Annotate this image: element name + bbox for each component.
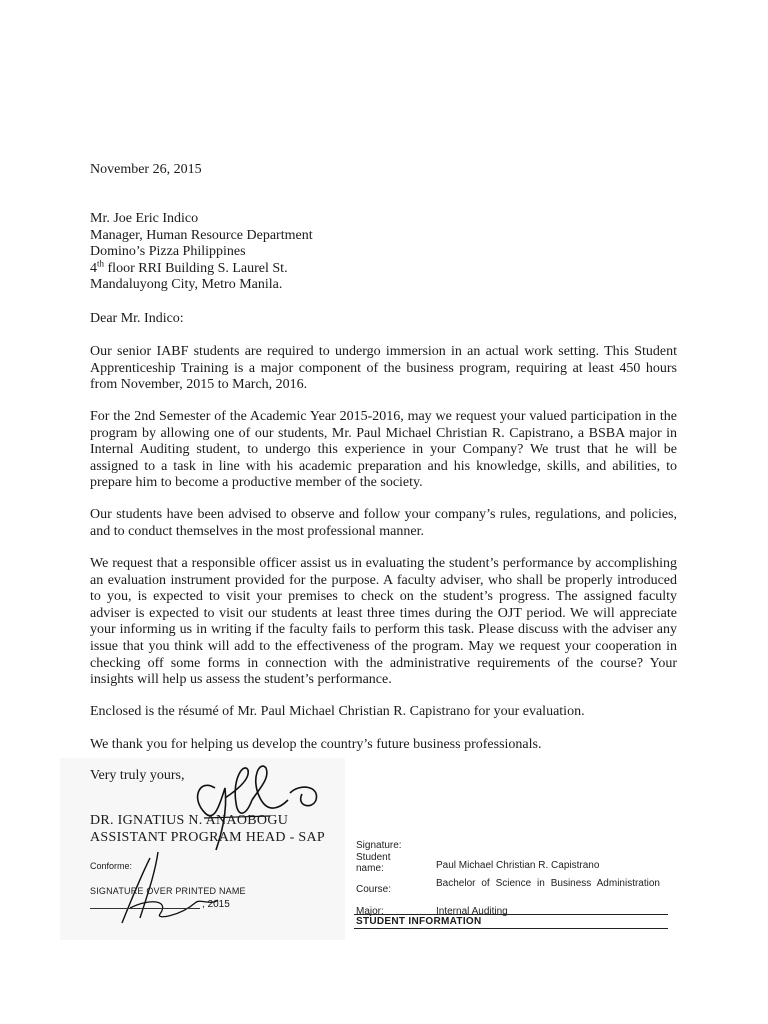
recipient-address	[90, 211, 313, 294]
signer-name: DR. IGNATIUS N. ANAOBOGU	[90, 813, 289, 828]
si-course-label: Course:	[356, 884, 392, 895]
student-info-header: STUDENT INFORMATION	[356, 916, 482, 927]
student-info-bottom-rule	[354, 928, 668, 929]
signature-block	[60, 758, 345, 940]
paragraph-3: Our students have been advised to observe and follow your company’s rules, regulations, and policies, and to conduct themselves in the most professional manner.	[90, 507, 677, 539]
closing: Very truly yours,	[90, 768, 185, 783]
letter-date: November 26, 2015	[90, 162, 202, 177]
si-major-label: Major:	[356, 906, 384, 917]
paragraph-1: Our senior IABF students are required to undergo immersion in an actual work setting. This Student Apprenticeship Training is a major component of the business program, requiring at least 450 hours from November, 2015 to March, 2016.	[90, 344, 677, 393]
paragraph-2: For the 2nd Semester of the Academic Year 2015-2016, may we request your valued participation in the program by allowing one of our students, Mr. Paul Michael Christian R. Capistrano, a BSBA major in Internal Auditing student, to undergo this experience in your Company? We trust that he will be assigned to a task in line with his academic preparation and his knowledge, skills, and abilities, to prepare him to become a productive member of the society.	[90, 409, 677, 491]
paragraph-4: We request that a responsible officer assist us in evaluating the student’s performance by accomplishing an evaluation instrument provided for the purpose. A faculty adviser, who shall be properly introduced to you, is expected to visit your premises to check on the student’s progress. The assigned faculty adviser is expected to visit our students at least three times during the OJT period. We will appreciate your informing us in writing if the faculty fails to perform this task. Please discuss with the adviser any issue that you think will add to the effectiveness of the program. May we request your cooperation in checking off some forms in connection with the administrative requirements of the course? Your insights will help us assess the student’s performance.	[90, 556, 677, 688]
recipient-company: Domino’s Pizza Philippines	[90, 244, 246, 259]
paragraph-5: Enclosed is the résumé of Mr. Paul Michael Christian R. Capistrano for your evaluation.	[90, 704, 585, 719]
conforme-year: , 2015	[202, 899, 230, 910]
si-major-value: Internal Auditing	[436, 906, 508, 917]
street-rest: floor RRI Building S. Laurel St.	[104, 260, 288, 276]
si-course-value: Bachelor of Science in Business Administration	[436, 878, 660, 889]
signer-title: ASSISTANT PROGRAM HEAD - SAP	[90, 830, 325, 845]
signature-over-printed-name-label: SIGNATURE OVER PRINTED NAME	[90, 886, 246, 896]
si-name-label: Student name:	[356, 852, 391, 874]
si-name-value: Paul Michael Christian R. Capistrano	[436, 860, 600, 871]
si-signature-label: Signature:	[356, 840, 402, 851]
paragraph-6: We thank you for helping us develop the country’s future business professionals.	[90, 737, 542, 752]
floor-number: 4	[90, 260, 97, 276]
floor-suffix: th	[97, 257, 105, 268]
recipient-title: Manager, Human Resource Department	[90, 227, 313, 243]
student-info-top-rule	[354, 914, 668, 915]
si-row-course	[354, 878, 668, 906]
recipient-street	[90, 257, 313, 278]
recipient-city: Mandaluyong City, Metro Manila.	[90, 277, 283, 292]
date-line	[90, 908, 200, 909]
conforme-label: Conforme:	[90, 861, 133, 871]
si-row-signature	[354, 840, 668, 852]
salutation: Dear Mr. Indico:	[90, 311, 184, 326]
recipient-name: Mr. Joe Eric Indico	[90, 211, 199, 226]
si-row-name	[354, 852, 668, 878]
